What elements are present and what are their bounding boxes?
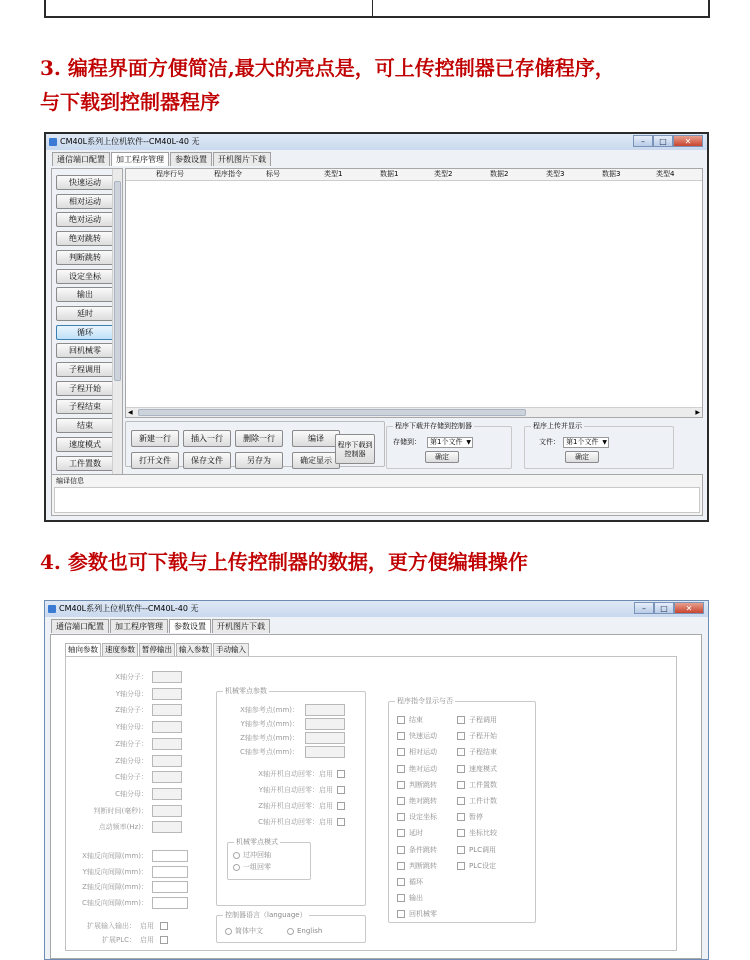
subtab-manual-input[interactable]: 手动输入	[213, 643, 249, 656]
command-display-label: 输出	[409, 894, 423, 903]
command-display-checkbox[interactable]	[397, 732, 405, 740]
origin-mode-label: 一组回零	[243, 863, 271, 871]
command-display-label: PLC设定	[469, 861, 497, 870]
command-display-checkbox[interactable]	[457, 862, 465, 870]
language-option-label: English	[297, 927, 323, 935]
auto-home-label: X轴开机自动回零：启用	[258, 770, 333, 778]
window-title: CM40L系列上位机软件--CM40L-40 无	[59, 604, 199, 613]
tab-parameters[interactable]: 参数设置	[169, 619, 211, 633]
axis-param-input[interactable]	[152, 671, 182, 683]
window-title: CM40L系列上位机软件--CM40L-40 无	[60, 137, 200, 146]
download-group	[386, 422, 512, 469]
save-as-button[interactable]: 另存为	[235, 452, 283, 469]
axis-param-label: 判断时间(毫秒)：	[93, 806, 148, 815]
command-display-checkbox[interactable]	[457, 748, 465, 756]
upload-ok-button[interactable]: 确定	[565, 451, 599, 463]
origin-point-input[interactable]	[305, 746, 345, 758]
close-button[interactable]: ✕	[673, 135, 703, 147]
app-icon	[49, 138, 57, 146]
axis-param-label: Z轴分子：	[115, 706, 148, 715]
axis-param-input[interactable]	[152, 821, 182, 833]
axis-param-input[interactable]	[152, 771, 182, 783]
command-display-label: 判断跳转	[409, 780, 437, 789]
reverse-gap-label: C轴反向间隙(mm)：	[82, 898, 148, 907]
grid-column-header[interactable]: 类型3	[546, 170, 565, 178]
command-display-label: 工件计数	[469, 797, 497, 805]
origin-params-title: 机械零点参数	[225, 687, 267, 695]
command-display-label: 结束	[409, 716, 423, 724]
confirm-display-button[interactable]: 确定显示	[292, 452, 340, 469]
command-display-checkbox[interactable]	[397, 894, 405, 902]
origin-point-input[interactable]	[305, 732, 345, 744]
subtab-axis-params[interactable]: 轴向参数	[65, 643, 101, 656]
tab-program-manager[interactable]: 加工程序管理	[110, 619, 168, 633]
reverse-gap-input[interactable]	[152, 850, 188, 862]
caption-section-3-line-1: 3. 编程界面方便简洁,最大的亮点是，可上传控制器已存储程序，	[40, 56, 615, 80]
command-display-checkbox[interactable]	[397, 910, 405, 918]
axis-param-input[interactable]	[152, 688, 182, 700]
main-tabs	[51, 619, 271, 633]
auto-home-checkbox[interactable]	[337, 802, 345, 810]
ext-option-label: 扩展输入输出：	[87, 922, 136, 930]
command-display-checkbox[interactable]	[397, 829, 405, 837]
command-display-label: 坐标比较	[469, 829, 497, 838]
axis-param-input[interactable]	[152, 738, 182, 750]
parameter-settings-window	[44, 600, 709, 960]
command-display-label: 设定坐标	[409, 813, 437, 822]
compile-info-output[interactable]	[54, 487, 700, 513]
language-option-label: 简体中文	[235, 927, 263, 935]
tab-port-config[interactable]: 通信端口配置	[51, 619, 109, 633]
compile-info-label: 编译信息	[56, 477, 84, 485]
maximize-button[interactable]: □	[653, 135, 673, 147]
open-file-button[interactable]: 打开文件	[131, 452, 179, 469]
reverse-gap-label: X轴反向间隙(mm)：	[82, 852, 148, 860]
origin-mode-group	[227, 838, 311, 880]
command-display-label: PLC调用	[469, 845, 497, 854]
sidebar-command-button[interactable]: 子程调用	[56, 362, 114, 377]
command-display-checkbox[interactable]	[457, 829, 465, 837]
ext-option-checkbox[interactable]	[160, 936, 168, 944]
command-display-label: 判断跳转	[409, 861, 437, 870]
grid-column-header[interactable]: 类型4	[656, 170, 675, 178]
axis-param-input[interactable]	[152, 704, 182, 716]
command-sidebar	[51, 168, 123, 478]
command-display-label: 绝对跳转	[409, 797, 437, 805]
command-display-checkbox[interactable]	[457, 716, 465, 724]
sidebar-command-button[interactable]: 输出	[56, 287, 114, 302]
download-file-select[interactable]	[427, 437, 473, 448]
command-display-label: 子程调用	[469, 716, 497, 724]
command-display-group	[388, 697, 536, 923]
command-display-label: 工件置数	[469, 780, 497, 789]
command-display-checkbox[interactable]	[457, 781, 465, 789]
command-display-checkbox[interactable]	[397, 781, 405, 789]
command-display-label: 快速运动	[409, 732, 437, 741]
command-display-label: 速度模式	[469, 764, 497, 773]
app-icon	[48, 605, 56, 613]
command-display-checkbox[interactable]	[397, 797, 405, 805]
reverse-gap-input[interactable]	[152, 881, 188, 893]
origin-mode-title: 机械零点模式	[236, 838, 278, 846]
command-display-checkbox[interactable]	[397, 862, 405, 870]
axis-param-label: Z轴分母：	[115, 756, 148, 765]
download-file-select-value: 第1个文件	[430, 438, 463, 446]
reverse-gap-input[interactable]	[152, 897, 188, 909]
download-to-controller-button[interactable]: 程序下载到控制器	[335, 434, 375, 464]
origin-point-input[interactable]	[305, 718, 345, 730]
reverse-gap-label: Z轴反向间隙(mm)：	[82, 883, 148, 891]
sidebar-command-button[interactable]: 结束	[56, 418, 114, 433]
parameter-panel	[50, 634, 702, 959]
scroll-left-arrow-icon[interactable]: ◀	[128, 409, 133, 416]
grid-column-header[interactable]: 类型2	[434, 170, 453, 178]
command-display-label: 相对运动	[409, 748, 437, 757]
ext-option-value: 启用	[140, 936, 154, 944]
sidebar-command-button[interactable]: 判断跳转	[56, 250, 114, 265]
origin-mode-label: 过冲回轴	[243, 851, 271, 859]
grid-column-header[interactable]: 标号	[266, 170, 280, 178]
language-group-title: 控制器语言（language）	[225, 911, 307, 919]
sidebar-scroll-thumb[interactable]	[114, 181, 121, 381]
grid-column-header[interactable]: 类型1	[324, 170, 343, 178]
language-radio[interactable]	[225, 928, 232, 935]
command-display-label: 循环	[409, 878, 423, 886]
axis-param-input[interactable]	[152, 721, 182, 733]
axis-param-input[interactable]	[152, 788, 182, 800]
download-group-title: 程序下载并存储到控制器	[395, 422, 472, 430]
ext-option-checkbox[interactable]	[160, 922, 168, 930]
origin-point-input[interactable]	[305, 704, 345, 716]
save-file-button[interactable]: 保存文件	[183, 452, 231, 469]
sidebar-command-button[interactable]: 子程开始	[56, 381, 114, 396]
command-display-checkbox[interactable]	[457, 797, 465, 805]
sidebar-command-button[interactable]: 速度模式	[56, 437, 114, 452]
command-display-checkbox[interactable]	[397, 878, 405, 886]
window-titlebar	[45, 601, 708, 617]
command-display-checkbox[interactable]	[397, 765, 405, 773]
axis-param-label: 点动频率(Hz)：	[98, 823, 148, 832]
command-display-label: 延时	[409, 829, 423, 838]
axis-param-label: X轴分子：	[115, 673, 148, 681]
caption-section-4: 4. 参数也可下载与上传控制器的数据，更方便编辑操作	[40, 550, 528, 574]
origin-point-label: X轴参考点(mm)：	[240, 706, 299, 714]
auto-home-checkbox[interactable]	[337, 818, 345, 826]
grid-column-header[interactable]: 数据1	[380, 170, 399, 178]
axis-param-label: C轴分子：	[115, 773, 148, 782]
maximize-button[interactable]: □	[654, 602, 674, 614]
sidebar-command-button[interactable]: 绝对运动	[56, 212, 114, 227]
axis-param-label: Z轴分子：	[115, 739, 148, 748]
download-store-label: 存储到：	[393, 438, 421, 446]
compile-info-panel	[51, 474, 703, 516]
sidebar-command-button[interactable]: 相对运动	[56, 194, 114, 209]
grid-scroll-thumb[interactable]	[138, 409, 526, 416]
auto-home-checkbox[interactable]	[337, 786, 345, 794]
command-display-label: 条件跳转	[409, 845, 437, 854]
axis-param-input[interactable]	[152, 805, 182, 817]
chevron-down-icon: ▼	[602, 439, 607, 446]
auto-home-label: C轴开机自动回零：启用	[258, 818, 333, 826]
language-group	[216, 911, 366, 943]
sidebar-command-button[interactable]: 子程结束	[56, 399, 114, 414]
previous-screenshot-border	[44, 0, 710, 18]
tab-boot-image[interactable]: 开机图片下载	[212, 619, 270, 633]
upload-group-title: 程序上传并显示	[533, 422, 582, 430]
subtab-input-params[interactable]: 输入参数	[176, 643, 212, 656]
axis-params-page	[65, 656, 677, 951]
chevron-down-icon: ▼	[466, 439, 471, 446]
command-display-checkbox[interactable]	[397, 846, 405, 854]
command-display-label: 回机械零	[409, 910, 437, 919]
sidebar-command-button[interactable]: 延时	[56, 306, 114, 321]
grid-column-header[interactable]: 程序行号	[156, 170, 184, 178]
language-radio[interactable]	[287, 928, 294, 935]
sidebar-command-button[interactable]: 设定坐标	[56, 269, 114, 284]
upload-file-select[interactable]	[563, 437, 609, 448]
minimize-button[interactable]: –	[634, 602, 654, 614]
command-display-label: 子程结束	[469, 748, 497, 757]
sidebar-command-button[interactable]: 快速运动	[56, 175, 114, 190]
subtab-speed-params[interactable]: 速度参数	[102, 643, 138, 656]
origin-params-group	[216, 687, 366, 906]
sidebar-command-button[interactable]: 工件置数	[56, 456, 114, 471]
sidebar-command-button[interactable]: 回机械零	[56, 343, 114, 358]
command-display-title: 程序指令显示与否	[397, 697, 453, 705]
tab-boot-image[interactable]: 开机图片下载	[213, 152, 271, 166]
sidebar-command-button[interactable]: 绝对跳转	[56, 231, 114, 246]
subtab-pause-output[interactable]: 暂停输出	[139, 643, 175, 656]
origin-point-label: Z轴参考点(mm)：	[240, 734, 299, 742]
upload-file-label: 文件：	[539, 438, 560, 446]
command-display-label: 绝对运动	[409, 764, 437, 773]
upload-group	[524, 422, 674, 469]
command-display-checkbox[interactable]	[457, 732, 465, 740]
command-display-label: 子程开始	[469, 732, 497, 741]
main-tabs	[52, 152, 272, 166]
download-ok-button[interactable]: 确定	[425, 451, 459, 463]
ext-option-label: 扩展PLC：	[101, 936, 136, 944]
window-titlebar	[46, 134, 707, 150]
auto-home-label: Y轴开机自动回零：启用	[258, 786, 333, 794]
axis-param-label: C轴分母：	[115, 789, 148, 798]
origin-mode-radio[interactable]	[233, 852, 240, 859]
command-display-checkbox[interactable]	[397, 813, 405, 821]
program-grid[interactable]	[125, 168, 703, 418]
delete-line-button[interactable]: 删除一行	[235, 430, 283, 447]
reverse-gap-label: Y轴反向间隙(mm)：	[82, 867, 148, 876]
upload-file-select-value: 第1个文件	[566, 438, 599, 446]
new-line-button[interactable]: 新建一行	[131, 430, 179, 447]
minimize-button[interactable]: –	[633, 135, 653, 147]
axis-param-label: Y轴分母：	[115, 689, 148, 698]
sidebar-scrollbar[interactable]	[112, 169, 122, 477]
sidebar-command-button[interactable]: 循环	[56, 325, 114, 340]
tab-program-manager[interactable]: 加工程序管理	[111, 152, 169, 166]
command-display-checkbox[interactable]	[397, 716, 405, 724]
tab-parameters[interactable]: 参数设置	[170, 152, 212, 166]
grid-column-header[interactable]: 数据3	[602, 170, 621, 178]
parameter-subtabs	[65, 643, 250, 656]
origin-point-label: C轴参考点(mm)：	[240, 748, 299, 756]
scroll-right-arrow-icon[interactable]: ▶	[695, 409, 700, 416]
origin-point-label: Y轴参考点(mm)：	[240, 720, 299, 728]
ext-option-value: 启用	[140, 922, 154, 930]
axis-param-input[interactable]	[152, 755, 182, 767]
tab-port-config[interactable]: 通信端口配置	[52, 152, 110, 166]
grid-column-header[interactable]: 数据2	[490, 170, 509, 178]
grid-horizontal-scrollbar[interactable]	[126, 407, 702, 417]
reverse-gap-input[interactable]	[152, 866, 188, 878]
insert-line-button[interactable]: 插入一行	[183, 430, 231, 447]
compile-button[interactable]: 编译	[292, 430, 340, 447]
program-manager-window	[44, 132, 709, 522]
grid-column-header[interactable]: 程序指令	[214, 170, 242, 178]
auto-home-label: Z轴开机自动回零：启用	[258, 802, 333, 810]
auto-home-checkbox[interactable]	[337, 770, 345, 778]
close-button[interactable]: ✕	[674, 602, 704, 614]
command-display-label: 暂停	[469, 813, 483, 822]
caption-section-3-line-2: 与下载到控制器程序	[40, 90, 220, 114]
command-display-checkbox[interactable]	[397, 748, 405, 756]
axis-param-label: Y轴分母：	[115, 723, 148, 732]
command-display-checkbox[interactable]	[457, 813, 465, 821]
origin-mode-radio[interactable]	[233, 864, 240, 871]
command-display-checkbox[interactable]	[457, 846, 465, 854]
command-display-checkbox[interactable]	[457, 765, 465, 773]
